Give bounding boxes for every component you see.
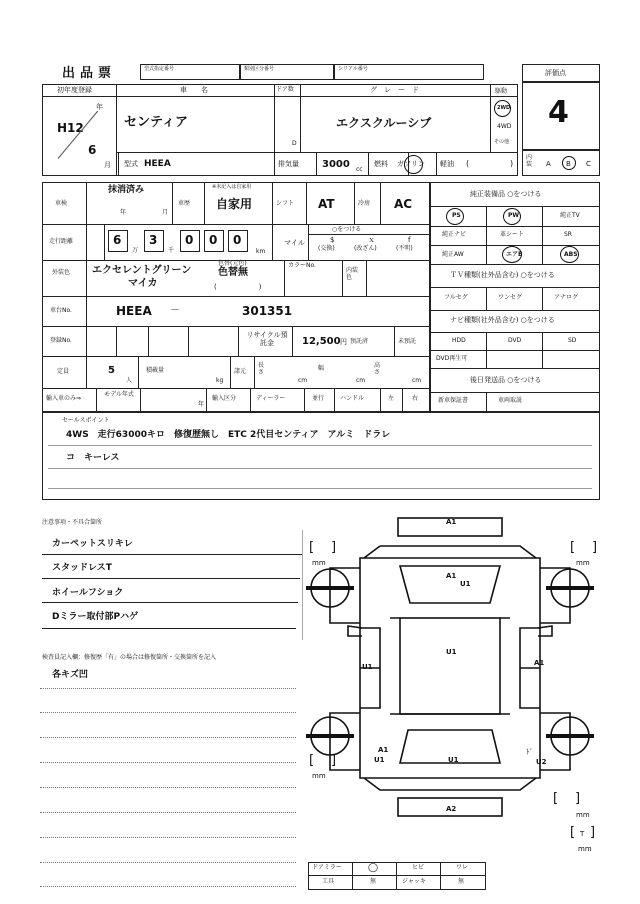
car-name: センティア	[124, 115, 188, 130]
inspector-title: 検査員記入欄：修復歴「有」の場合は修復箇所・交換箇所を記入	[42, 654, 217, 661]
grade-value: エクスクルーシブ	[336, 116, 432, 130]
damage-mark: U1	[446, 648, 457, 656]
car-damage-diagram	[300, 508, 620, 868]
equip-airbag: エアB	[506, 251, 523, 258]
recycle-value: 12,500	[302, 336, 341, 347]
equip-pw: PW	[508, 212, 520, 219]
serial-label: シリアル番号	[338, 66, 368, 72]
score-label: 評価点	[545, 69, 566, 77]
chassis-prefix: HEEA	[116, 304, 152, 318]
damage-mark: U1	[448, 756, 459, 764]
fuel-gasoline: ガソリン	[397, 160, 425, 168]
car-label: 車 名	[180, 86, 208, 94]
damage-mark: A2	[446, 805, 457, 813]
fuel-circle	[404, 155, 423, 174]
note-item: カーペットスリキレ	[52, 539, 133, 549]
mileage-d1: 6	[113, 233, 122, 247]
damage-mark: U1	[362, 663, 373, 671]
doors-label: ドア数	[276, 86, 294, 93]
color-change-value: 色替無	[218, 267, 248, 278]
mirror-mark: ◯	[368, 863, 379, 873]
drive-2wd: 2WD	[497, 105, 511, 111]
cooling-value: AC	[394, 197, 413, 211]
note-item: ホイールフショク	[52, 588, 124, 598]
chassis-number: 301351	[242, 304, 293, 318]
inspection-value: 抹消済み	[108, 185, 145, 195]
reg-month: 6	[88, 143, 97, 157]
sheet-title: 出品票	[62, 66, 117, 81]
reg-label: 初年度登録	[57, 86, 92, 94]
color-line1: エクセレントグリーン	[92, 265, 192, 276]
interior-circle	[562, 156, 576, 170]
sales-line1: 4WS 走行63000キロ 修復歴無し ETC 2代目センティア アルミ ドラレ	[66, 430, 391, 440]
notes-title: 注意事項・不具合箇所	[42, 519, 103, 526]
damage-mark: A1	[446, 572, 457, 580]
reg-era: H12	[57, 121, 84, 135]
damage-mark: U1	[374, 756, 385, 764]
color-line2: マイカ	[128, 278, 158, 289]
sales-line2: コ キーレス	[66, 453, 120, 463]
score-value: 4	[548, 95, 569, 130]
note-item: スタッドレスT	[52, 563, 112, 573]
shift-value: AT	[318, 197, 335, 211]
damage-mark: A1	[534, 659, 545, 667]
drive-circle	[494, 100, 511, 117]
sales-point-box	[42, 412, 600, 500]
capacity-value: 5	[108, 365, 115, 376]
damage-mark: A1	[378, 746, 389, 754]
equip-abs: ABS	[564, 251, 578, 258]
damage-mark: U2	[536, 758, 547, 766]
displacement-value: 3000	[322, 159, 350, 170]
equip-ps: PS	[452, 212, 461, 219]
grade-label: グ レ ー ド	[370, 86, 419, 94]
detail-table	[42, 182, 430, 412]
usage-value: 自家用	[216, 197, 253, 211]
damage-mark: A1	[446, 518, 457, 526]
car-model: HEEA	[144, 159, 171, 169]
type-cert-label: 型式指定番号	[144, 66, 175, 72]
mileage-d2: 3	[149, 233, 158, 247]
class-label: 類別区分番号	[244, 66, 275, 72]
note-item: Dミラー取付部Pハゲ	[52, 612, 139, 622]
damage-mark: U1	[460, 580, 471, 588]
doors-value: D	[292, 140, 297, 147]
inspector-value: 各キズ凹	[52, 670, 88, 680]
